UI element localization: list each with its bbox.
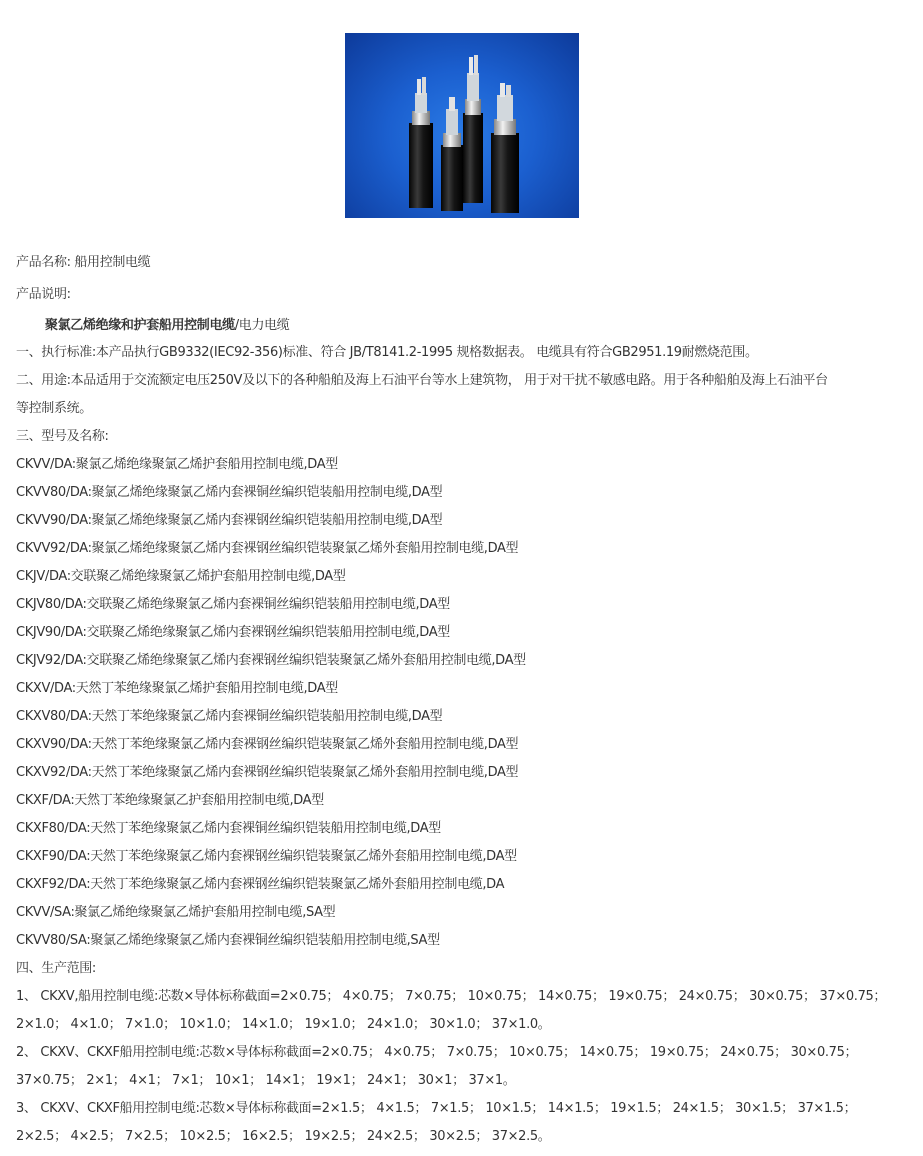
usage-text-line1: 二、用途:本品适用于交流额定电压250V及以下的各种船舶及海上石油平台等水上建筑物， 用于对干扰不敏感电路。用于各种船舶及海上石油平台: [16, 373, 828, 388]
description-heading: 产品说明:: [16, 287, 71, 302]
model-item: CKXV92/DA:天然丁苯绝缘聚氯乙烯内套裸钢丝编织铠装聚氯乙烯外套船用控制电缆,DA型: [16, 765, 519, 780]
usage-text-line2: 等控制系统。: [16, 401, 92, 416]
range-item: 37×0.75； 2×1； 4×1； 7×1； 10×1； 14×1； 19×1； 24×1； 30×1； 37×1。: [16, 1073, 516, 1088]
cable-illustration: [345, 33, 579, 218]
model-item: CKVV90/DA:聚氯乙烯绝缘聚氯乙烯内套裸钢丝编织铠装船用控制电缆,DA型: [16, 513, 443, 528]
model-item: CKVV80/DA:聚氯乙烯绝缘聚氯乙烯内套裸铜丝编织铠装船用控制电缆,DA型: [16, 485, 443, 500]
model-item: CKXF/DA:天然丁苯绝缘聚氯乙护套船用控制电缆,DA型: [16, 793, 324, 808]
model-item: CKVV92/DA:聚氯乙烯绝缘聚氯乙烯内套裸钢丝编织铠装聚氯乙烯外套船用控制电缆,DA型: [16, 541, 519, 556]
subtitle-rest: /电力电缆: [234, 318, 290, 333]
model-item: CKVV/DA:聚氯乙烯绝缘聚氯乙烯护套船用控制电缆,DA型: [16, 457, 338, 472]
model-item: CKVV80/SA:聚氯乙烯绝缘聚氯乙烯内套裸铜丝编织铠装船用控制电缆,SA型: [16, 933, 440, 948]
range-item: 2、 CKXV、CKXF船用控制电缆:芯数×导体标称截面=2×0.75； 4×0.75； 7×0.75； 10×0.75； 14×0.75； 19×0.75； 24×0.75； 30×0.75；: [16, 1045, 858, 1060]
model-item: CKXV/DA:天然丁苯绝缘聚氯乙烯护套船用控制电缆,DA型: [16, 681, 338, 696]
model-item: CKXF92/DA:天然丁苯绝缘聚氯乙烯内套裸钢丝编织铠装聚氯乙烯外套船用控制电缆,DA: [16, 877, 505, 892]
range-item: 2×1.0； 4×1.0； 7×1.0； 10×1.0； 14×1.0； 19×1.0； 24×1.0； 30×1.0； 37×1.0。: [16, 1017, 551, 1032]
model-item: CKJV92/DA:交联聚乙烯绝缘聚氯乙烯内套裸钢丝编织铠装聚氯乙烯外套船用控制电缆,DA型: [16, 653, 526, 668]
subtitle-bold: 聚氯乙烯绝缘和护套船用控制电缆: [45, 318, 235, 333]
model-item: CKJV80/DA:交联聚乙烯绝缘聚氯乙烯内套裸铜丝编织铠装船用控制电缆,DA型: [16, 597, 450, 612]
product-subtitle: [45, 316, 289, 336]
standard-text: 一、执行标准:本产品执行GB9332(IEC92-356)标准、符合 JB/T8141.2-1995 规格数据表。 电缆具有符合GB2951.19耐燃烧范围。: [16, 345, 758, 360]
model-item: CKJV/DA:交联聚乙烯绝缘聚氯乙烯护套船用控制电缆,DA型: [16, 569, 346, 584]
model-item: CKJV90/DA:交联聚乙烯绝缘聚氯乙烯内套裸钢丝编织铠装船用控制电缆,DA型: [16, 625, 450, 640]
product-image: [345, 33, 579, 218]
model-item: CKXF90/DA:天然丁苯绝缘聚氯乙烯内套裸钢丝编织铠装聚氯乙烯外套船用控制电缆,DA型: [16, 849, 517, 864]
range-item: 1、 CKXV,船用控制电缆:芯数×导体标称截面=2×0.75； 4×0.75； 7×0.75； 10×0.75； 14×0.75； 19×0.75； 24×0.75； 30×0.75； 37×0.75；: [16, 989, 887, 1004]
model-item: CKXV80/DA:天然丁苯绝缘聚氯乙烯内套裸铜丝编织铠装船用控制电缆,DA型: [16, 709, 443, 724]
model-item: CKXF80/DA:天然丁苯绝缘聚氯乙烯内套裸铜丝编织铠装船用控制电缆,DA型: [16, 821, 441, 836]
product-name: 产品名称: 船用控制电缆: [16, 255, 151, 270]
range-item: 2×2.5； 4×2.5； 7×2.5； 10×2.5； 16×2.5； 19×2.5； 24×2.5； 30×2.5； 37×2.5。: [16, 1129, 551, 1144]
range-heading: 四、生产范围:: [16, 961, 96, 976]
model-item: CKVV/SA:聚氯乙烯绝缘聚氯乙烯护套船用控制电缆,SA型: [16, 905, 336, 920]
models-heading: 三、型号及名称:: [16, 429, 109, 444]
model-item: CKXV90/DA:天然丁苯绝缘聚氯乙烯内套裸钢丝编织铠装聚氯乙烯外套船用控制电缆,DA型: [16, 737, 519, 752]
range-item: 3、 CKXV、CKXF船用控制电缆:芯数×导体标称截面=2×1.5； 4×1.5； 7×1.5； 10×1.5； 14×1.5； 19×1.5； 24×1.5； 30×1.5； 37×1.5；: [16, 1101, 857, 1116]
